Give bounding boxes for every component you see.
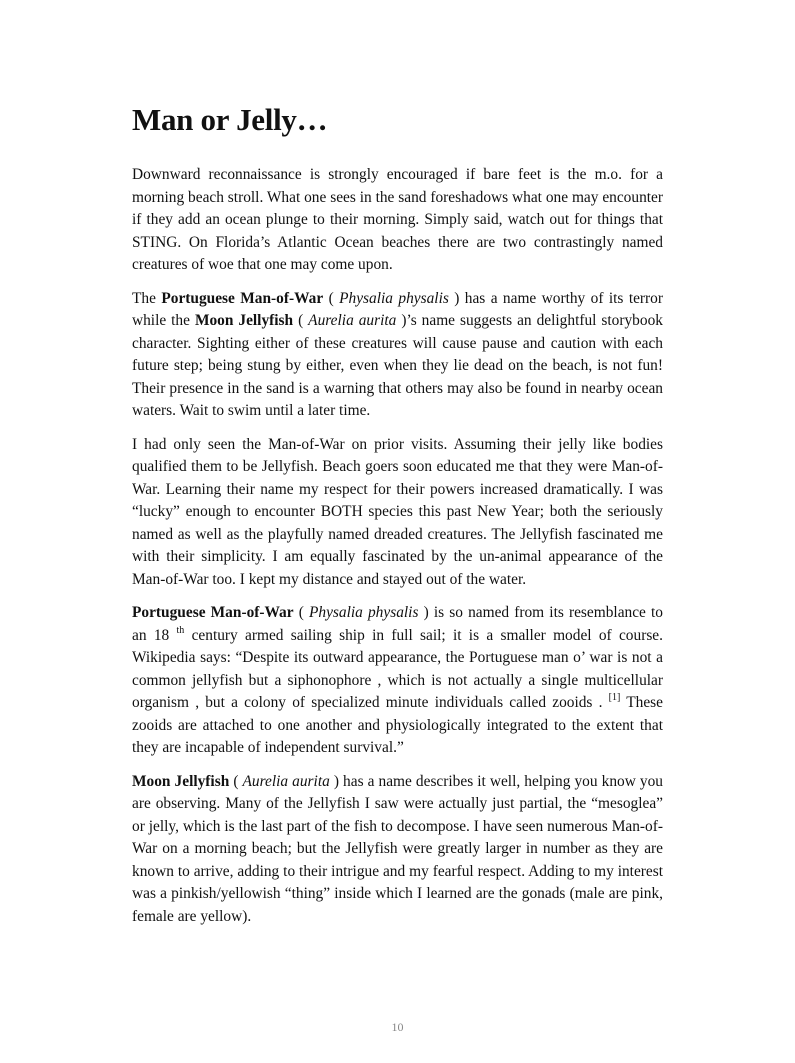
- text-run: ) has a name describes it well, helping you know you are observing. Many of the Jellyfish I saw were actually just partial, the “mesoglea” or jelly, which is the last part of the fish to decompose. I have seen numerous Man-of-War on a morning beach; but the Jellyfish were greatly larger in number as they are known to arrive, adding to their intrigue and my fearful respect. Adding to my interest was a pinkish/yellowish “thing” inside which I learned are the gonads (male are pink, female are yellow).: [132, 772, 663, 925]
- term-portuguese-man-of-war: Portuguese Man-of-War: [161, 289, 324, 307]
- ordinal-superscript: th: [176, 624, 185, 636]
- text-run: (: [293, 604, 309, 621]
- term-moon-jellyfish: Moon Jellyfish: [132, 772, 230, 790]
- scientific-name-aurelia: Aurelia aurita: [308, 312, 397, 329]
- article-body: [132, 100, 663, 939]
- text-run: (: [323, 289, 340, 307]
- text-run: ) has a name worthy of its terror while the: [132, 289, 664, 329]
- text-run: (: [293, 312, 309, 329]
- text-run: The: [132, 289, 162, 307]
- paragraph-intro: Downward reconnaissance is strongly encouraged if bare feet is the m.o. for a morning beach stroll. What one sees in the sand foreshadows what one may encounter if they add an ocean plunge to their morning. Simply said, watch out for things that STING. On Florida’s Atlantic Ocean beaches there are two contrastingly named creatures of woe that one may come upon.: [132, 166, 663, 273]
- text-run: century armed sailing ship in full sail; it is a smaller model of course. Wikipedia says: “Despite its outward appearance, the Portuguese man o’ war is not a common jellyfish but a siphonophore , which is not actually a single multicellular organism , but a colony of specialized minute individuals called zooids .: [132, 626, 663, 711]
- term-moon-jellyfish: Moon Jellyfish: [194, 312, 294, 329]
- text-run: ) is so named from its resemblance to an 18: [132, 604, 663, 644]
- scientific-name-aurelia: Aurelia aurita: [242, 772, 330, 790]
- paragraph-experience: I had only seen the Man-of-War on prior visits. Assuming their jelly like bodies qualified them to be Jellyfish. Beach goers soon educated me that they were Man-of-War. Learning their name my respect for their powers increased dramatically. I was “lucky” enough to encounter BOTH species this past New Year; both the seriously named as well as the playfully named dreaded creatures. The Jellyfish fascinated me with their simplicity. I am equally fascinated by the un-animal appearance of the Man-of-War too. I kept my distance and stayed out of the water.: [132, 435, 663, 588]
- paragraph-man-of-war: [132, 602, 663, 760]
- page-title: Man or Jelly…: [132, 102, 328, 137]
- term-portuguese-man-of-war: Portuguese Man-of-War: [132, 604, 294, 621]
- page-number: 10: [391, 1020, 404, 1034]
- footnote-reference: [1]: [608, 692, 621, 703]
- scientific-name-physalia: Physalia physalis: [308, 604, 419, 621]
- text-run: (: [229, 772, 243, 790]
- text-run: )’s name suggests an delightful storybook character. Sighting either of these creatures will cause pause and caution with each future step; being stung by either, even when they lie dead on the beach, is not fun! Their presence in the sand is a warning that others may also be found in nearby ocean waters. Wait to swim until a later time.: [132, 312, 663, 419]
- scientific-name-physalia: Physalia physalis: [339, 289, 449, 307]
- paragraph-species-names: [132, 288, 663, 423]
- text-run: These zooids are attached to one another and physiologically integrated to the extent that they are incapable of independent survival.”: [132, 694, 663, 756]
- paragraph-moon-jellyfish: [132, 771, 663, 929]
